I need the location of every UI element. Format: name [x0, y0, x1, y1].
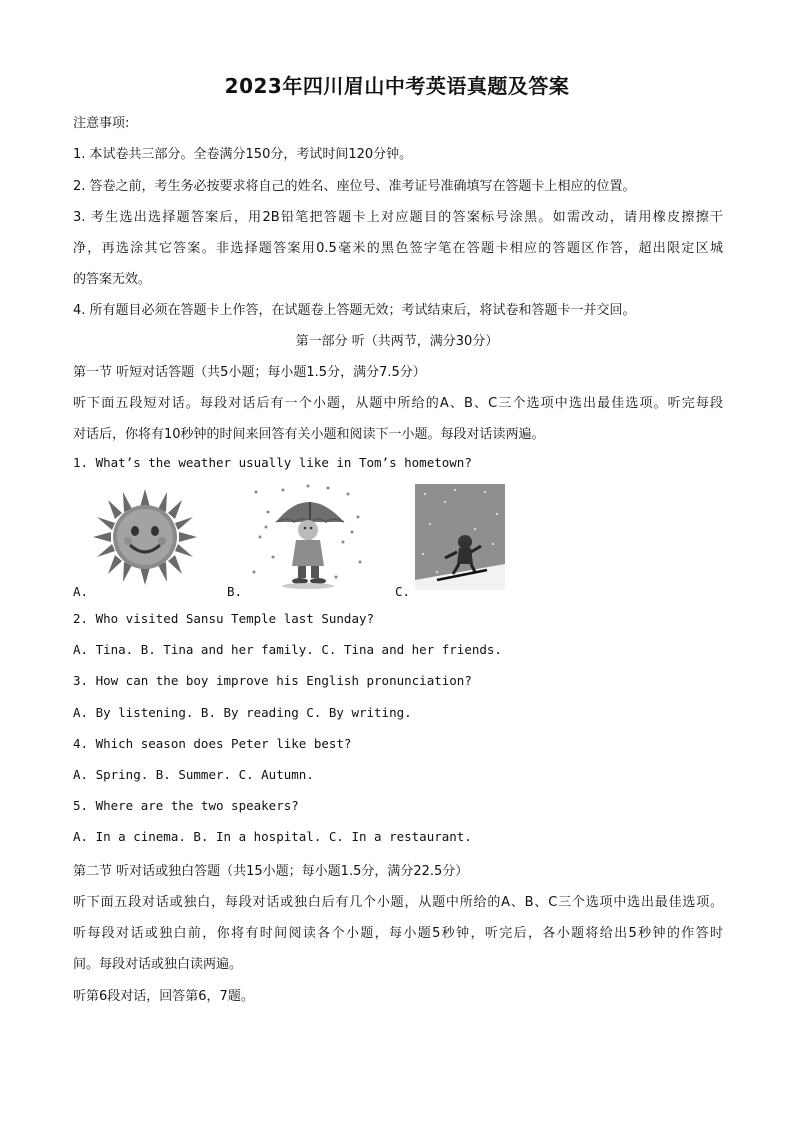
notice-1: 1. 本试卷共三部分。全卷满分150分，考试时间120分钟。	[73, 147, 413, 162]
section2-instr-1: 听下面五段对话或独白，每段对话或独白后有几个小题，从题中所给的A、B、C三个选项中选出最佳选项。	[73, 895, 723, 910]
part1-heading: 第一部分 听（共两节，满分30分）	[295, 334, 499, 349]
sun-picture	[90, 487, 200, 587]
question-5: 5. Where are the two speakers?	[73, 798, 299, 813]
section2-heading: 第二节 听对话或独白答题（共15小题；每小题1.5分，满分22.5分）	[73, 864, 469, 879]
question-4-options: A. Spring. B. Summer. C. Autumn.	[73, 767, 314, 782]
question-3-options: A. By listening. B. By reading C. By writing.	[73, 705, 412, 720]
section1-instr-2: 对话后，你将有10秒钟的时间来回答有关小题和阅读下一小题。每段对话读两遍。	[73, 427, 545, 442]
question-3: 3. How can the boy improve his English pronunciation?	[73, 673, 472, 688]
notice-heading: 注意事项:	[73, 116, 130, 131]
snow-skiing-picture	[415, 484, 505, 590]
section2-instr-3: 间。每段对话或独白读两遍。	[73, 957, 243, 972]
page-title: 2023年四川眉山中考英语真题及答案	[224, 74, 570, 98]
question-2-options: A. Tina. B. Tina and her family. C. Tina and her friends.	[73, 642, 502, 657]
section2-instr-2: 听每段对话或独白前，你将有时间阅读各个小题，每小题5秒钟，听完后，各小题将给出5秒钟的作答时	[73, 926, 723, 941]
rain-umbrella-picture	[248, 482, 368, 590]
notice-3-end: 的答案无效。	[73, 272, 152, 287]
question-2: 2. Who visited Sansu Temple last Sunday?	[73, 611, 375, 626]
notice-4: 4. 所有题目必须在答题卡上作答，在试题卷上答题无效；考试结束后，将试卷和答题卡一并交回。	[73, 303, 636, 318]
section1-heading: 第一节 听短对话答题（共5小题；每小题1.5分，满分7.5分）	[73, 365, 426, 380]
question-4: 4. Which season does Peter like best?	[73, 736, 352, 751]
notice-3: 3. 考生选出选择题答案后，用2B铅笔把答题卡上对应题目的答案标号涂黑。如需改动，请用橡皮擦擦干	[73, 210, 723, 225]
q1-option-c: C.	[395, 584, 411, 599]
q1-option-a: A.	[73, 584, 89, 599]
notice-2: 2. 答卷之前，考生务必按要求将自己的姓名、座位号、准考证号准确填写在答题卡上相应的位置。	[73, 179, 636, 194]
q1-option-b: B.	[227, 584, 243, 599]
section1-instr-1: 听下面五段短对话。每段对话后有一个小题，从题中所给的A、B、C三个选项中选出最佳选项。听完每段	[73, 396, 723, 411]
notice-3-cont: 净，再选涂其它答案。非选择题答案用0.5毫米的黑色签字笔在答题卡相应的答题区作答，超出限定区城	[73, 241, 723, 256]
dialogue-6-note: 听第6段对话，回答第6，7题。	[73, 989, 254, 1004]
question-5-options: A. In a cinema. B. In a hospital. C. In a restaurant.	[73, 829, 472, 844]
question-1: 1. What’s the weather usually like in Tom’s hometown?	[73, 455, 472, 470]
